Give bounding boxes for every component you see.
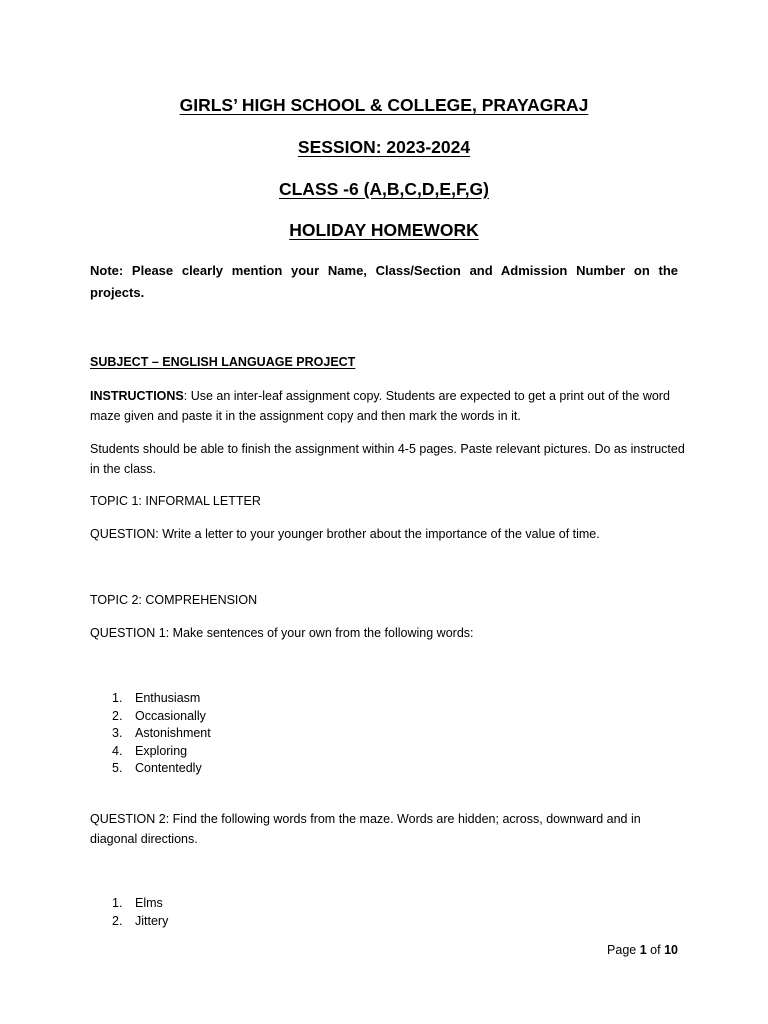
list-item-number: 4. [112,743,123,758]
list-item [112,690,211,708]
instructions-text: : Use an inter-leaf assignment copy. Students are expected to get a print out of the word maze given and paste it in the assignment copy and then mark the words in it. [90,389,670,423]
list-item-word: Astonishment [135,726,211,740]
page-label: Page [607,943,637,957]
page-number-footer [607,943,678,957]
list-item-number: 2. [112,708,123,723]
list-item-number: 5. [112,761,123,775]
list-item-word: Jittery [135,913,169,928]
list-item [112,895,168,913]
list-item [112,708,211,726]
holiday-homework-heading: HOLIDAY HOMEWORK [289,220,479,240]
list-item [112,760,211,778]
list-item [112,913,168,931]
list-item-number: 1. [112,691,123,705]
instructions-label: INSTRUCTIONS [90,389,184,403]
list-item-word: Occasionally [135,708,206,723]
list-item-word: Enthusiasm [135,691,201,705]
topic2-heading: TOPIC 2: COMPREHENSION [90,593,258,607]
list-item [112,743,211,761]
students-paragraph: Students should be able to finish the assignment within 4-5 pages. Paste relevant pictures. Do as instructed in the class. [90,442,685,476]
instructions-paragraph [90,386,690,426]
question2-text: QUESTION 2: Find the following words from the maze. Words are hidden; across, downward and in diagonal directions. [90,812,641,846]
note-paragraph: Note: Please clearly mention your Name, Class/Section and Admission Number on the projects. [90,263,678,300]
list-item-word: Exploring [135,743,188,758]
total-pages-number: 10 [664,943,678,957]
school-name-heading: GIRLS’ HIGH SCHOOL & COLLEGE, PRAYAGRAJ [179,95,589,115]
list-item-word: Contentedly [135,761,202,775]
subject-heading: SUBJECT – ENGLISH LANGUAGE PROJECT [90,355,356,369]
session-heading: SESSION: 2023-2024 [297,137,471,157]
current-page-number: 1 [639,943,647,957]
list-item-number: 2. [112,913,123,928]
class-heading: CLASS -6 (A,B,C,D,E,F,G) [278,179,489,199]
list-item-word: Elms [135,896,163,910]
list-item-number: 3. [112,726,123,740]
question1-text: QUESTION 1: Make sentences of your own from the following words: [90,626,474,640]
topic1-question: QUESTION: Write a letter to your younger brother about the importance of the value of time. [90,527,600,541]
list-item-number: 1. [112,896,123,910]
topic1-heading: TOPIC 1: INFORMAL LETTER [90,494,261,508]
list-item [112,725,211,743]
vocabulary-word-list [112,690,211,778]
maze-word-list [112,895,168,930]
of-label: of [650,943,661,957]
